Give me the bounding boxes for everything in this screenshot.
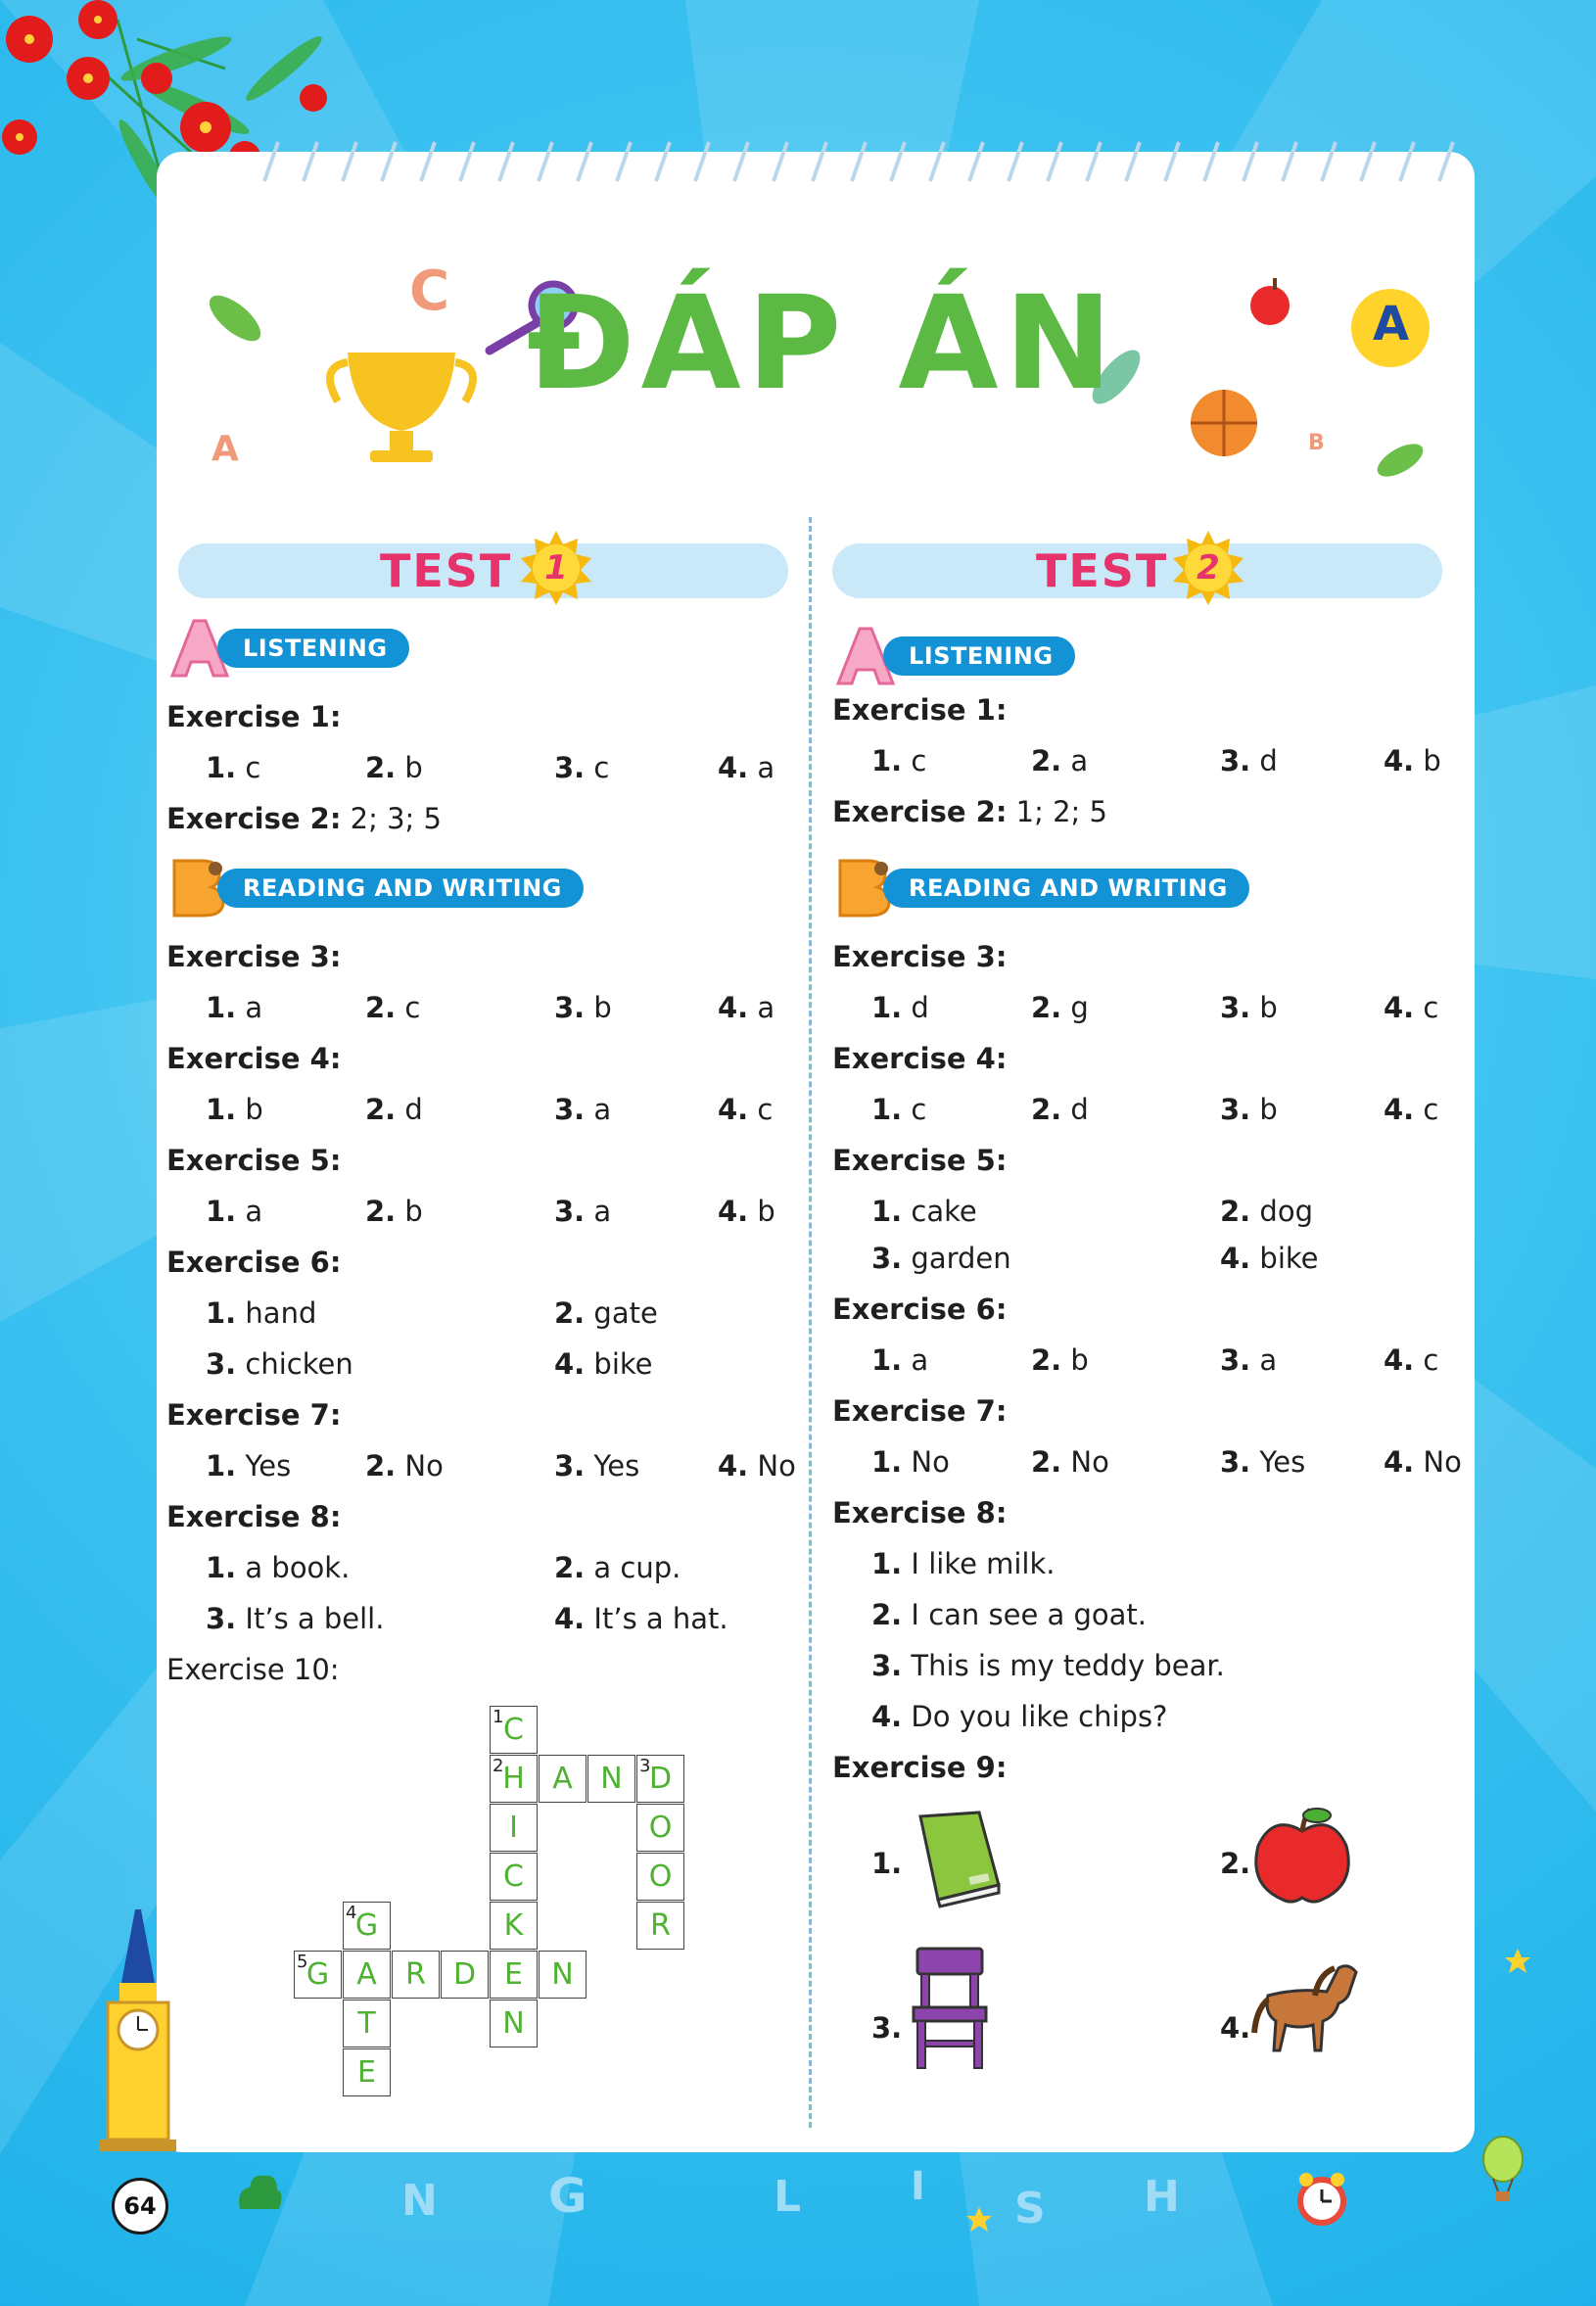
answer-item: 1. c [871,1093,927,1126]
crossword-cell [539,1951,587,1999]
answer-item: 1. Yes [206,1449,292,1482]
exercise-label: Exercise 5: [832,1144,1008,1177]
crossword-letter: R [650,1908,671,1943]
answer-item: 3. Yes [554,1449,640,1482]
crossword-cell [441,1951,489,1999]
answer-item: 3. It’s a bell. [206,1602,385,1635]
crossword-letter: C [503,1713,524,1747]
test-2-label: TEST [1036,544,1169,597]
crossword-cell [490,1706,538,1754]
answer-item: 2. I can see a goat. [871,1598,1148,1631]
exercise-label: Exercise 1: [832,693,1008,727]
exercise-label: Exercise 3: [832,940,1008,973]
answer-item: 1. c [206,751,261,784]
crossword-cell [343,2000,391,2047]
crossword-cell [490,1804,538,1852]
crossword-letter: G [354,1908,379,1943]
deco-letter-b: B [1308,431,1325,455]
answer-item: 3. garden [871,1242,1011,1275]
answer-item: 1. hand [206,1296,317,1330]
exercise-label: Exercise 1: [166,700,342,733]
answer-item: 4. b [1384,744,1441,777]
answer-item: 2. a [1031,744,1089,777]
crossword-letter: D [452,1957,477,1992]
answer-item: 4. b [718,1195,775,1228]
bush-icon [235,2172,284,2211]
crossword-letter: O [648,1811,673,1845]
answer-item: 2. b [365,1195,423,1228]
exercise-label: Exercise 7: [832,1394,1008,1428]
crossword-letter: N [551,1957,574,1992]
crossword-cell [343,1951,391,1999]
answer-item: 2. No [1031,1445,1109,1479]
crossword-letter: R [405,1957,426,1992]
listening-label: LISTENING [217,629,409,668]
answer-item: 1. No [871,1445,950,1479]
exercise-label: Exercise 5: [166,1144,342,1177]
crossword-cell [636,1804,684,1852]
answer-item: 3. a [554,1093,612,1126]
answer-item: 1. cake [871,1195,977,1228]
answer-item: 4. It’s a hat. [554,1602,728,1635]
answer-number: 4. [1220,2011,1251,2045]
reading-writing-label: READING AND WRITING [883,869,1249,908]
answer-item: 2. d [1031,1093,1089,1126]
crossword-cell [343,1902,391,1950]
answer-item: 1. a [871,1343,929,1377]
answer-item: 2. No [365,1449,444,1482]
answer-item: 4. a [718,991,775,1024]
alarm-clock-icon [1292,2170,1351,2229]
hot-air-balloon-icon [1479,2135,1527,2203]
reading-writing-label: READING AND WRITING [217,869,584,908]
answer-item: 2. a cup. [554,1551,681,1584]
bottom-letter: L [774,2172,802,2222]
answer-item: 3. a [1220,1343,1278,1377]
crossword-letter: T [357,2006,376,2041]
test-2-badge: 2 [1171,531,1245,605]
page-title: ĐÁP ÁN [526,268,1119,419]
bottom-letter: S [1014,2184,1046,2234]
bottom-letter: I [911,2164,925,2209]
answer-item: 4. c [1384,1343,1439,1377]
answer-item: 1. a [206,1195,263,1228]
answer-item: 3. b [554,991,612,1024]
basketball-icon [1191,390,1257,456]
crossword-cell [490,1755,538,1803]
crossword-cell [636,1902,684,1950]
answer-item: 3. This is my teddy bear. [871,1649,1225,1682]
exercise-label: Exercise 10: [166,1653,340,1686]
crossword-letter: K [503,1908,524,1943]
crossword-clue-number: 3 [639,1756,651,1776]
answer-number: 2. [1220,1847,1251,1880]
answer-item: 1. b [206,1093,263,1126]
answer-number: 3. [871,2011,903,2045]
answer-item: 4. bike [554,1347,653,1381]
exercise-label: Exercise 7: [166,1398,342,1432]
crossword-cell [294,1951,342,1999]
leaf-icon [1372,438,1428,484]
answer-item: 3. a [554,1195,612,1228]
crossword-letter: A [356,1957,377,1992]
answer-item: 2. dog [1220,1195,1313,1228]
answer-item: 2. gate [554,1296,658,1330]
crossword-cell [490,1853,538,1901]
bottom-letter: N [401,2176,438,2226]
exercise-label: Exercise 9: [832,1751,1008,1784]
answer-item: 4. bike [1220,1242,1319,1275]
exercise-label: Exercise 6: [166,1246,342,1279]
answer-item: 3. Yes [1220,1445,1306,1479]
exercise-2-line: Exercise 2: 2; 3; 5 [166,802,442,835]
deco-letter-c: C [409,259,450,323]
answer-item: 3. b [1220,1093,1278,1126]
crossword-cell [636,1853,684,1901]
answer-item: 2. g [1031,991,1089,1024]
crossword-cell [392,1951,440,1999]
chair-icon [906,1943,994,2072]
bottom-letter: H [1144,2172,1180,2222]
crossword-cell [490,1951,538,1999]
leaf-icon [202,288,267,350]
answer-item: 1. d [871,991,929,1024]
answer-item: 2. b [365,751,423,784]
answer-item: 3. chicken [206,1347,353,1381]
crossword-letter: D [648,1762,673,1796]
answer-item: 1. a book. [206,1551,351,1584]
exercise-label: Exercise 8: [832,1496,1008,1529]
crossword-clue-number: 1 [493,1707,504,1727]
crossword-letter: N [502,2006,525,2041]
answer-item: 4. Do you like chips? [871,1700,1168,1733]
answer-item: 4. c [718,1093,774,1126]
crossword-clue-number: 4 [346,1903,357,1923]
crossword-letter: A [552,1762,573,1796]
crossword-cell [343,2048,391,2096]
deco-letter-a: A [211,429,239,469]
answer-item: 2. d [365,1093,423,1126]
trophy-icon [330,353,473,462]
apple-deco-icon [1250,278,1290,325]
answer-item: 1. a [206,991,263,1024]
crossword-cell [539,1755,587,1803]
answer-item: 2. c [365,991,421,1024]
answer-item: 3. d [1220,744,1278,777]
book-icon [901,1807,1009,1914]
answer-item: 2. b [1031,1343,1089,1377]
answer-item: 3. b [1220,991,1278,1024]
deco-letter-a: A [1373,297,1410,352]
crossword-letter: O [648,1859,673,1894]
crossword-letter: C [503,1859,524,1894]
answer-item: 1. c [871,744,927,777]
listening-label: LISTENING [883,636,1075,676]
star-icon [964,2205,994,2235]
crossword-clue-number: 2 [493,1756,504,1776]
apple-icon [1248,1802,1356,1909]
crossword-letter: I [509,1811,518,1845]
crossword-letter: H [502,1762,525,1796]
clock-tower-icon [94,1905,192,2159]
exercise-label: Exercise 6: [832,1293,1008,1326]
bottom-letter: G [548,2169,587,2224]
exercise-label: Exercise 4: [166,1042,342,1075]
exercise-2-line: Exercise 2: 1; 2; 5 [832,795,1107,828]
crossword-letter: E [504,1957,523,1992]
horse-icon [1248,1956,1366,2064]
crossword-cell [490,1902,538,1950]
test-1-badge: 1 [519,531,593,605]
answer-item: 4. a [718,751,775,784]
crossword-letter: N [600,1762,623,1796]
exercise-label: Exercise 4: [832,1042,1008,1075]
answer-item: 1. I like milk. [871,1547,1056,1580]
exercise-label: Exercise 8: [166,1500,342,1533]
test-1-label: TEST [380,544,513,597]
crossword-cell [490,2000,538,2047]
crossword-letter: E [357,2055,376,2090]
crossword-clue-number: 5 [297,1952,308,1972]
crossword-cell [587,1755,635,1803]
crossword-cell [636,1755,684,1803]
answer-item: 4. No [1384,1445,1462,1479]
answer-item: 4. c [1384,1093,1439,1126]
column-divider [809,517,812,2128]
answer-item: 4. No [718,1449,796,1482]
star-icon [1503,1947,1532,1976]
exercise-label: Exercise 3: [166,940,342,973]
answer-item: 4. c [1384,991,1439,1024]
crossword-letter: G [305,1957,330,1992]
answer-item: 3. c [554,751,610,784]
title-decorations [0,0,1596,509]
page-number: 64 [112,2178,168,2235]
answer-number: 1. [871,1847,903,1880]
